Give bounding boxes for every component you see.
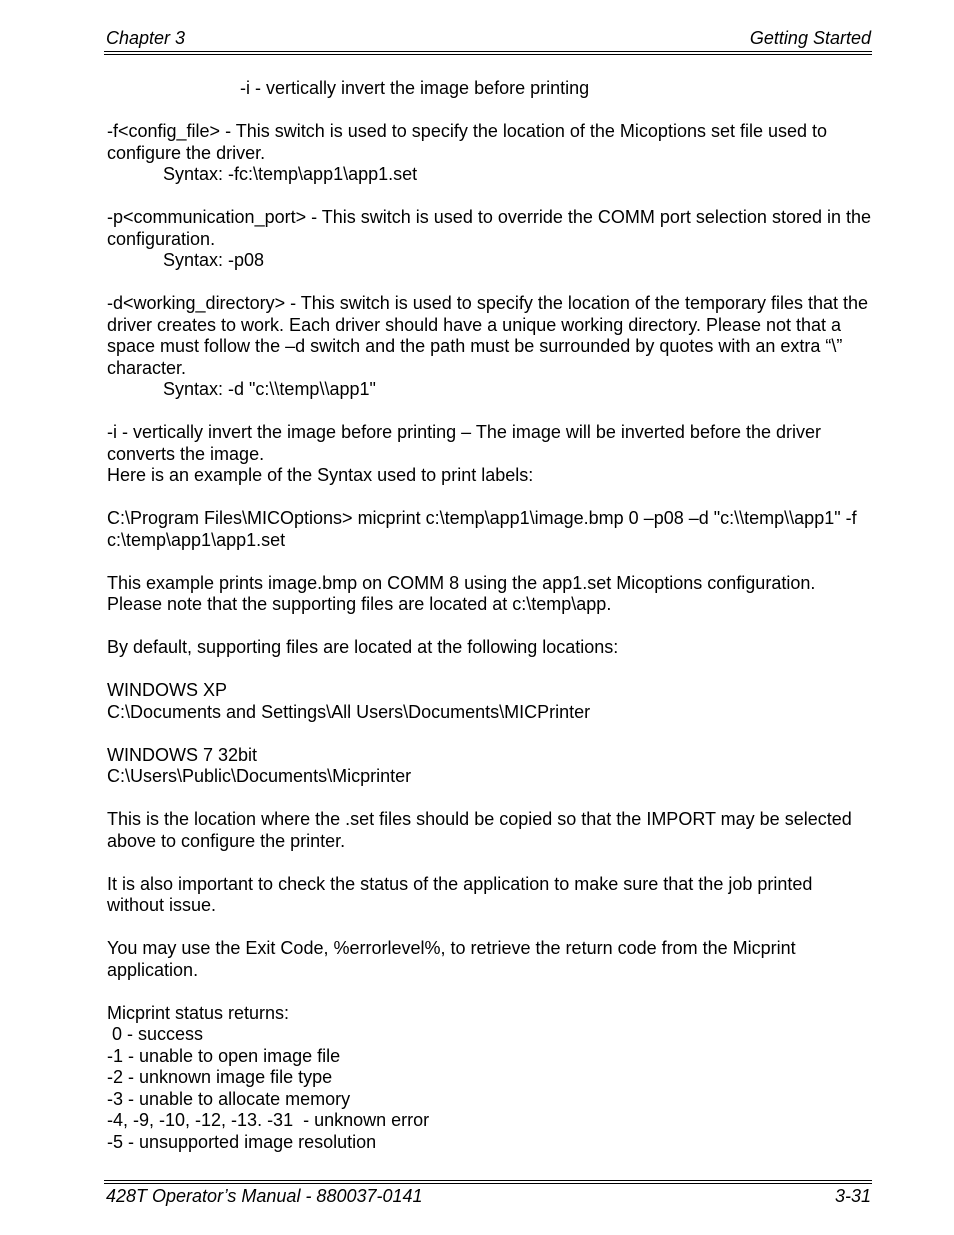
paragraph-text: -d<working_directory> - This switch is used to specify the location of the temporary files that the driver creates to work. Each driver should have a unique working directory. Please not that a space must follow the –d switch and the path must be surrounded by quotes with an extra “\” character. [107,293,869,378]
page-body [107,78,872,1153]
list-item: -3 - unable to allocate memory [107,1088,351,1109]
os-path: C:\Documents and Settings\All Users\Documents\MICPrinter [107,701,591,722]
list-item: -1 - unable to open image file [107,1045,341,1066]
manual-title: 428T Operator’s Manual - 880037-0141 [106,1186,423,1206]
os-name: WINDOWS 7 32bit [107,744,258,765]
syntax-line: Syntax: -fc:\temp\app1\app1.set [163,164,418,184]
paragraph-text: -f<config_file> - This switch is used to specify the location of the Micoptions set file used to configure the driver. [107,121,828,163]
location-block [107,745,872,788]
location-block [107,680,872,723]
page-number: 3-31 [834,1186,871,1206]
syntax-line: Syntax: -d "c:\\temp\\app1" [163,379,376,399]
footer-rule [104,1180,872,1184]
paragraph: It is also important to check the status of the application to make sure that the job printed without issue. [107,873,813,915]
paragraph: You may use the Exit Code, %errorlevel%, to retrieve the return code from the Micprint application. [107,938,796,980]
paragraph: By default, supporting files are located at the following locations: [107,637,619,657]
syntax-line: Syntax: -p08 [163,250,265,270]
os-path: C:\Users\Public\Documents\Micprinter [107,766,412,786]
os-name: WINDOWS XP [107,680,227,700]
paragraph [107,422,872,487]
page-footer [106,1186,871,1208]
paragraph-text: -i - vertically invert the image before printing – The image will be inverted before the driver converts the image. [107,422,822,464]
paragraph: -i - vertically invert the image before printing [240,78,590,98]
paragraph [107,121,872,186]
paragraph: This is the location where the .set files should be copied so that the IMPORT may be selected above to configure the printer. [107,809,852,851]
status-list [107,1003,872,1154]
list-item: 0 - success [107,1024,204,1044]
list-item: -4, -9, -10, -12, -13. -31 - unknown error [107,1110,430,1130]
list-item: -5 - unsupported image resolution [107,1131,377,1152]
command-example: C:\Program Files\MICOptions> micprint c:\temp\app1\image.bmp 0 –p08 –d "c:\\temp\\app1" -f c:\temp\app1\app1.set [107,508,857,550]
paragraph [107,207,872,272]
chapter-label: Chapter 3 [106,28,186,48]
page-header [106,28,871,50]
header-rule [104,51,872,55]
section-title: Getting Started [749,28,871,48]
list-item: -2 - unknown image file type [107,1067,333,1087]
paragraph: This example prints image.bmp on COMM 8 using the app1.set Micoptions configuration. Please note that the supporting files are located at c:\temp\app. [107,572,816,614]
paragraph [107,293,872,401]
status-title: Micprint status returns: [107,1002,290,1023]
paragraph-text: Here is an example of the Syntax used to print labels: [107,465,534,485]
paragraph-text: -p<communication_port> - This switch is used to override the COMM port selection stored in the configuration. [107,207,872,249]
